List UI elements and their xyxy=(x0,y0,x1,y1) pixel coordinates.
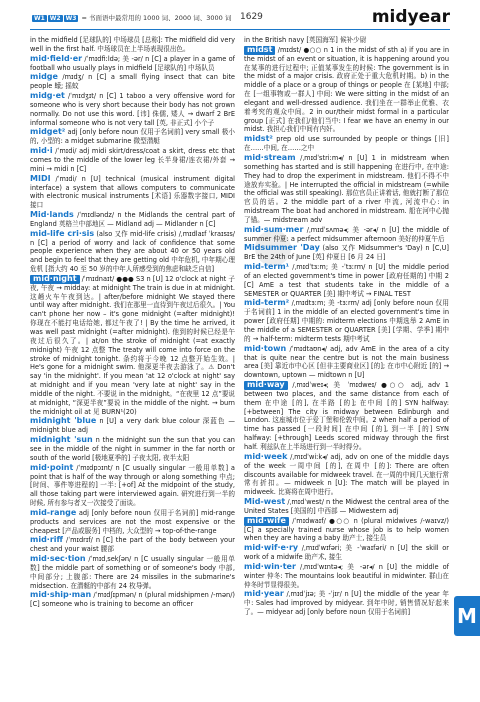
entry-headword: mid·ship·man xyxy=(30,590,92,600)
entry-headword: mid·year xyxy=(244,589,284,599)
entry-headword: midst² xyxy=(244,134,273,144)
dictionary-entry xyxy=(30,417,235,435)
entry-headword: mid·field·er xyxy=(30,53,83,63)
entry-definition: prep old use surrounded by people or things [旧] 在……中间, 在……之中 xyxy=(244,135,449,153)
dictionary-entry xyxy=(244,36,449,45)
dictionary-entry xyxy=(244,563,449,590)
entry-definition: /ˈmɪdʃɪpmən/ n (plural midshipmen /-mən/) [C] someone who is training to become an officer xyxy=(30,591,235,609)
entry-definition: /ˈmɪdi/ n [U] technical (musical instrument digital interface) a system that allows computers to communicate with electronic musical instruments [术语] 乐器数字接口, MIDI 接口 xyxy=(30,174,235,210)
entry-definition: /ˈmɪdləndz/ n the Midlands the central part of England 英格兰中部地区 — Midland adj — Midlander n [C] xyxy=(30,211,235,228)
entry-definition: /ˌmɪdˈwiːk◂/ adj, adv on one of the middle days of the week 一周中间 [的], 在周中 [的]: There are often discounts available for midweek travel. 在一周的中间几天旅行常常有折扣。— midweek n [U]: The match will be played in midweek. 比赛将在周中进行。 xyxy=(244,452,449,497)
dictionary-entry xyxy=(244,263,449,298)
dictionary-entry xyxy=(244,453,449,497)
entry-definition: (also 又作 mid-life crisis) /ˌmɪdlaɪf ˈkraɪsɪs/ n [C] a period of worry and lack of confidence that some people experience when they are about 40 or 50 years old and begin to feel that they are getting old 中年危机, 中年期心理危机 [指大约 40 至 50 岁的中年人所感受到的焦虑和缺乏自信] xyxy=(30,229,235,274)
dictionary-entry xyxy=(244,244,449,262)
entry-definition: /ˌmɪdˈwɪfəri; 美 -ˈwaɪfəri/ n [U] the skill or work of a midwife 助产术, 接生 xyxy=(244,544,449,562)
dictionary-entry xyxy=(30,55,235,73)
legend-tag-w3: W3 xyxy=(65,15,77,22)
entry-headword: mid·sum·mer xyxy=(244,224,304,234)
dictionary-entry xyxy=(244,517,449,544)
dictionary-entry xyxy=(30,92,235,127)
entry-definition: adj [only before noun 仅用于名词前] very small 极小的, 小型的: a midget submarine 微型潜艇 xyxy=(30,128,235,146)
entry-definition: n [U] a very dark blue colour 深蓝色 — midnight blue adj xyxy=(30,417,235,435)
entry-definition: /ˌmɪdˈstriːm◂/ n [U] 1 in midstream when something has started and is still happening 在进行中, 在中途: They had to drop the experiment in midstream. 他们不得不中途放弃实验。| He interrupted the official in midstream (=while the official was still speaking). 那位官员正讲着话, 他就打断了那位官员的话。2 the middle part of a river 中流, 河流中心: in midstream The boat had anchored in midstream. 船在河中心抛了锚。— midstream adv xyxy=(244,153,449,224)
dictionary-entry xyxy=(244,154,449,225)
entry-headword: mid·sec·tion xyxy=(30,554,86,564)
entry-headword: midg·et xyxy=(30,91,65,101)
entry-definition: /ˈmɪdʒɪt/ n [C] 1 taboo a very offensive word for someone who is very short because their body has not grown normally. Do not use this word. [讳] 侏儒, 矮人 → dwarf 2 BrE informal someone who is not very tall [英, 非正式] 小个子 xyxy=(30,92,235,127)
dictionary-entry xyxy=(30,591,235,609)
entry-definition: in the British navy [英国海军] 候补少尉 xyxy=(244,36,367,44)
entry-definition: adj [only before noun 仅用于名词前] mid-range products and services are not the most expensive or the cheapest [产品或服务] 中档的, 大众型的 → top-of-the-range xyxy=(30,508,235,535)
dictionary-entry xyxy=(30,536,235,554)
dictionary-entry xyxy=(30,36,235,54)
left-column xyxy=(30,36,235,610)
entry-headword: mid·riff xyxy=(30,535,64,545)
entry-definition: in the midfield [足球队的] 中场球员 [总称]: The midfield did very well in the first half. 中场球员在上半场表现很出色。 xyxy=(30,36,235,53)
right-column xyxy=(244,36,449,618)
dictionary-entry xyxy=(30,555,235,590)
entry-headword: mid·wif·e·ry xyxy=(244,543,299,553)
entry-definition: /ˈmɪdpɔɪnt/ n [C usually singular 一般用单数] a point that is half of the way through or along something 中点; [时间、事件等进程的] 一半: [+of] At the midpoint of the study, all those taking part were interviewed again. 研究进行到一半的时候, 所有参与者又一次接受了面谈。 xyxy=(30,463,235,508)
dictionary-entry xyxy=(30,436,235,463)
entry-definition: /ˌmɪdˈweɪ◂; 美 ˈmɪdweɪ/ ●○○ adj, adv 1 between two places, and the same distance from each of them 在中途 [的], 在半路 [的]; 在中间 [的] SYN halfway: [+between] The city is midway between Edinburgh and London. 这座城市位于爱丁堡和伦敦中间。2 when half a period of time has passed [一段时间] 在中间 [的], 到一半 [的] SYN halfway: [+through] Leeds scored midway through the first half. 利兹队在上半场进行到一半时得分。 xyxy=(244,381,449,451)
page-header xyxy=(0,0,480,30)
dictionary-entry xyxy=(244,590,449,617)
page-number: 1629 xyxy=(240,12,263,22)
dictionary-entry xyxy=(244,345,449,380)
entry-headword: mid·i xyxy=(30,146,53,156)
entry-definition: /ˈmɪdtaʊn◂/ adj, adv AmE in the area of a city that is quite near the centre but is not the main business area [美] 靠近市中心区 [但非主要商业区] [的]; 在市中心附近 [的] → downtown, uptown — midtown n [U] xyxy=(244,344,449,380)
letter-thumb-tab[interactable]: M xyxy=(454,596,480,636)
dictionary-entry xyxy=(30,464,235,508)
entry-definition: /ˈmɪdi/ adj midi skirt/dress/coat a skirt, dress etc that comes to the middle of the lower leg 长半身裙/连衣裙/外套 → mini → midi n [C] xyxy=(30,147,235,173)
entry-headword: Midsummer 'Day xyxy=(244,243,320,253)
entry-definition: /ˈmɪdˌsekʃən/ n [C usually singular 一般用单数] the middle part of something or of someone's body 中部, 中间部分; 上腹部: There are 24 missiles in the submarine's midsection. 在潜艇的中部有 24 枚导弹。 xyxy=(30,555,235,590)
entry-definition: /ˌmɪdˈtɜːm; 美 -ˈtɜːrm/ n [U] the middle period of an elected government's time in power [政府任期的] 中期 2 [C] AmE a test that students take in the middle of a SEMESTER or QUARTER [美] 期中考试 → FINAL TEST xyxy=(244,263,449,298)
legend-text: = 书面语中最常用的 1000 词、2000 词、3000 词 xyxy=(81,14,232,22)
entry-definition: /ˌmɪdˈwest/ n the Midwest the central area of the United States [美国的] 中西部 — Midwestern adj xyxy=(244,498,449,515)
dictionary-entry xyxy=(244,381,449,452)
entry-headword: mid-term¹ xyxy=(244,262,290,272)
entry-headword: mid·way xyxy=(244,381,288,390)
entry-headword: mid·point xyxy=(30,462,74,472)
header-rule xyxy=(30,29,450,30)
entry-headword: MIDI xyxy=(30,173,51,183)
dictionary-entry xyxy=(30,509,235,536)
dictionary-entry xyxy=(30,275,235,417)
entry-headword: mid·night xyxy=(30,275,80,284)
entry-headword: mid·town xyxy=(244,343,287,353)
dictionary-entry xyxy=(244,226,449,244)
entry-definition: /ˌmɪdˈsʌmə◂; 美 -ər◂/ n [U] the middle of summer 仲夏: a perfect midsummer afternoon 美好的仲夏午后 xyxy=(244,225,449,243)
entry-headword: mid·week xyxy=(244,451,288,461)
frequency-legend xyxy=(32,13,231,22)
dictionary-entry xyxy=(30,128,235,146)
entry-headword: midge xyxy=(30,72,58,82)
entry-headword: mid·wife xyxy=(244,517,289,526)
dictionary-entry xyxy=(244,498,449,516)
dictionary-entry xyxy=(244,299,449,343)
entry-definition: (also 又作 Midsummer's 'Day) n [C,U] BrE the 24th of June [英] 仲夏日 [6 月 24 日] xyxy=(244,244,449,262)
entry-headword: Mid·lands xyxy=(30,210,74,220)
entry-definition: /mɪdst/ ●○○ n 1 in the midst of sth a) if you are in the midst of an event or situation, it is happening around you 在某事的进行过程中; 正值某事发生的时候: The government is in the midst of a major crisis. 政府正处于重大危机时期。b) in the middle of a place or a group of things or people 在 [某地] 中部; 在 [一组事物或一群人] 中间: We were sitting in the midst of an elegant and well-dressed audience. 我们坐在一群举止优雅、衣着考究的观众中间。2 in our/their midst formal in a particular group [正式] 在我们/他们当中: I fear we have an enemy in our midst. 我担心我们中间有内奸。 xyxy=(244,45,449,134)
dictionary-entry xyxy=(30,73,235,91)
running-headword: midyear xyxy=(371,7,450,27)
entry-definition: /ˈmɪdwaɪf/ ●○○ n (plural midwives /-waɪvz/) [C] a specially trained nurse whose job is to help women when they are having a baby 助产士, 接生员 xyxy=(244,516,449,543)
entry-headword: midnight 'blue xyxy=(30,416,97,426)
entry-headword: mid-life cri·sis xyxy=(30,228,95,238)
entry-headword: mid-term² xyxy=(244,298,290,308)
entry-definition: /ˈmɪdfiːldə; 美 -ər/ n [C] a player in a game of football who usually plays in midfield [足球队的] 中场队员 xyxy=(30,54,235,72)
dictionary-entry xyxy=(30,175,235,210)
entry-headword: midnight 'sun xyxy=(30,435,93,445)
entry-definition: /ˌmɪdˈwɪntə◂; 美 -ər◂/ n [U] the middle of winter 仲冬: The mountains look beautiful in midwinter. 群山在仲冬时节显得很美。 xyxy=(244,562,449,589)
entry-definition: /mɪdʒ/ n [C] a small flying insect that can bite people 蠓; 摇蚊 xyxy=(30,73,235,91)
entry-headword: mid·stream xyxy=(244,152,296,162)
dictionary-entry xyxy=(30,230,235,274)
dictionary-entry xyxy=(244,46,449,134)
entry-headword: mid-range xyxy=(30,507,77,517)
legend-tag-w2: W2 xyxy=(49,15,61,22)
dictionary-entry xyxy=(244,135,449,153)
dictionary-entry xyxy=(30,211,235,229)
legend-tag-w1: W1 xyxy=(34,15,45,22)
entry-headword: midst xyxy=(244,46,275,55)
entry-definition: /ˈmɪdnaɪt/ ●●● S3 n [U] 12 o'clock at night 子夜, 午夜 → midday: at midnight The train is due in at midnight. 这趟火车午夜到达。| after/before midnight We stayed there until way after midnight. 我们在那里一直待到午夜过后很久。| You can't phone her now – it's gone midnight (=after midnight)! 你现在不能打电话给她, 都过午夜了! | By the time he arrived, it was well past midnight (=after midnight). 他到的时候已经是午夜过后很久了。| at/on the stroke of midnight (=at exactly midnight) 午夜 12 点整 The treaty will come into force on the stroke of midnight tonight. 条约将于今晚 12 点整开始生效。| He's gone for a midnight swim. 他深更半夜去游泳了。⚠ Don't say 'in the midnight'. If you mean 'at 12 o'clock at night' say at midnight and if you mean 'very late at night' say in the middle of the night. 不要说 in the midnight。“在夜里 12 点”要说 at midnight, “深更半夜”要说 in the middle of the night. → burn the midnight oil at 见 BURN¹(20) xyxy=(30,274,236,416)
entry-headword: midget² xyxy=(30,127,66,137)
dictionary-entry xyxy=(30,147,235,174)
entry-headword: Mid-west xyxy=(244,497,286,507)
entry-definition: n the midnight sun the sun that you can see in the middle of the night in summer in the far north or south of the world [极地夏季的] 子夜太阳, 夜半太阳 xyxy=(30,436,235,462)
entry-headword: mid·win·ter xyxy=(244,561,296,571)
entry-definition: /ˌmɪdˈjɪə; 美 -ˈjɪr/ n [U] the middle of the year 年中: Sales had improved by midyear. 到年中时, 销售情况好起来了。— midyear adj [only before noun 仅用于名词前] xyxy=(244,590,449,617)
dictionary-entry xyxy=(244,544,449,562)
entry-definition: /ˈmɪdrɪf/ n [C] the part of the body between your chest and your waist 腰部 xyxy=(30,536,235,554)
entry-definition: /ˌmɪdtɜːm; 美 -tɜːrm/ adj [only before noun 仅用于名词前] 1 in the middle of an elected government's time in power [政府任期] 中期的: midterm elections 中期选举 2 AmE in the middle of a SEMESTER or QUARTER [美] [学期、学季] 期中的 → half-term: midterm tests 期中考试 xyxy=(244,299,449,343)
